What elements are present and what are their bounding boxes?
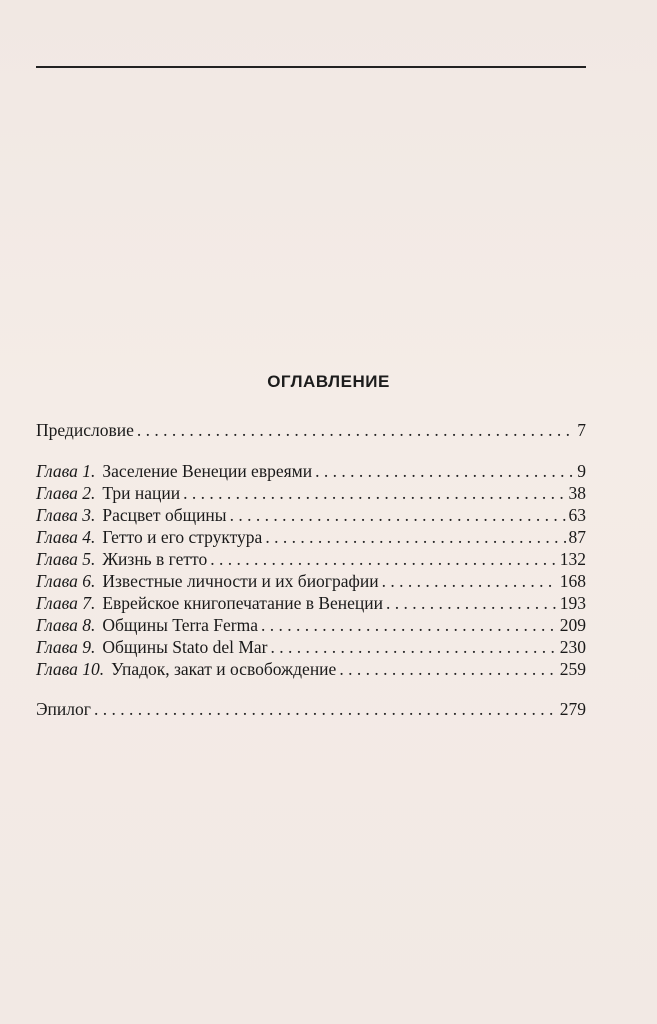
entry-title: Общины Terra Ferma: [102, 615, 258, 635]
entry-page: 87: [568, 527, 586, 547]
dot-leader: [261, 614, 557, 636]
entry-page: 230: [559, 637, 586, 657]
entry-title: Гетто и его структура: [102, 527, 263, 547]
entry-title: Расцвет общины: [102, 505, 227, 525]
dot-leader: [94, 698, 557, 720]
entry-page: 38: [568, 483, 586, 503]
toc-entry-chapter-1[interactable]: [36, 460, 586, 482]
dot-leader: [382, 570, 557, 592]
entry-title: Еврейское книгопечатание в Венеции: [102, 593, 384, 613]
entry-page: 63: [568, 505, 586, 525]
toc-entry-chapter-8[interactable]: [36, 614, 586, 636]
entry-title: Общины Stato del Mar: [102, 637, 268, 657]
table-of-contents: [36, 419, 586, 720]
dot-leader: [210, 548, 557, 570]
toc-entry-chapter-4[interactable]: [36, 526, 586, 548]
dot-leader: [271, 636, 557, 658]
entry-page: 279: [559, 699, 586, 719]
dot-leader: [315, 460, 574, 482]
toc-entry-chapter-3[interactable]: [36, 504, 586, 526]
chapter-label: Глава 3.: [36, 505, 96, 525]
entry-title: Упадок, закат и освобождение: [111, 659, 337, 679]
dot-leader: [386, 592, 557, 614]
entry-title: Предисловие: [36, 420, 134, 440]
toc-entry-epilogue[interactable]: [36, 698, 586, 720]
chapter-list: [36, 460, 586, 680]
entry-page: 168: [559, 571, 586, 591]
entry-page: 132: [559, 549, 586, 569]
dot-leader: [137, 419, 574, 441]
entry-title: Заселение Венеции евреями: [102, 461, 313, 481]
chapter-label: Глава 1.: [36, 461, 96, 481]
chapter-label: Глава 5.: [36, 549, 96, 569]
chapter-label: Глава 8.: [36, 615, 96, 635]
entry-page: 209: [559, 615, 586, 635]
chapter-label: Глава 6.: [36, 571, 96, 591]
chapter-label: Глава 2.: [36, 483, 96, 503]
toc-entry-preface[interactable]: [36, 419, 586, 441]
entry-page: 259: [559, 659, 586, 679]
entry-page: 9: [577, 461, 586, 481]
chapter-label: Глава 4.: [36, 527, 96, 547]
dot-leader: [265, 526, 565, 548]
entry-title: Жизнь в гетто: [102, 549, 208, 569]
toc-entry-chapter-6[interactable]: [36, 570, 586, 592]
toc-entry-chapter-2[interactable]: [36, 482, 586, 504]
dot-leader: [183, 482, 565, 504]
entry-title: Три нации: [102, 483, 181, 503]
chapter-label: Глава 9.: [36, 637, 96, 657]
entry-page: 193: [559, 593, 586, 613]
toc-entry-chapter-7[interactable]: [36, 592, 586, 614]
entry-title: Эпилог: [36, 699, 91, 719]
toc-heading: ОГЛАВЛЕНИЕ: [267, 372, 390, 391]
toc-entry-chapter-5[interactable]: [36, 548, 586, 570]
entry-page: 7: [577, 420, 586, 440]
dot-leader: [230, 504, 566, 526]
dot-leader: [339, 658, 556, 680]
chapter-label: Глава 10.: [36, 659, 105, 679]
chapter-label: Глава 7.: [36, 593, 96, 613]
toc-entry-chapter-9[interactable]: [36, 636, 586, 658]
toc-entry-chapter-10[interactable]: [36, 658, 586, 680]
entry-title: Известные личности и их биографии: [102, 571, 379, 591]
header-rule: [36, 66, 586, 68]
